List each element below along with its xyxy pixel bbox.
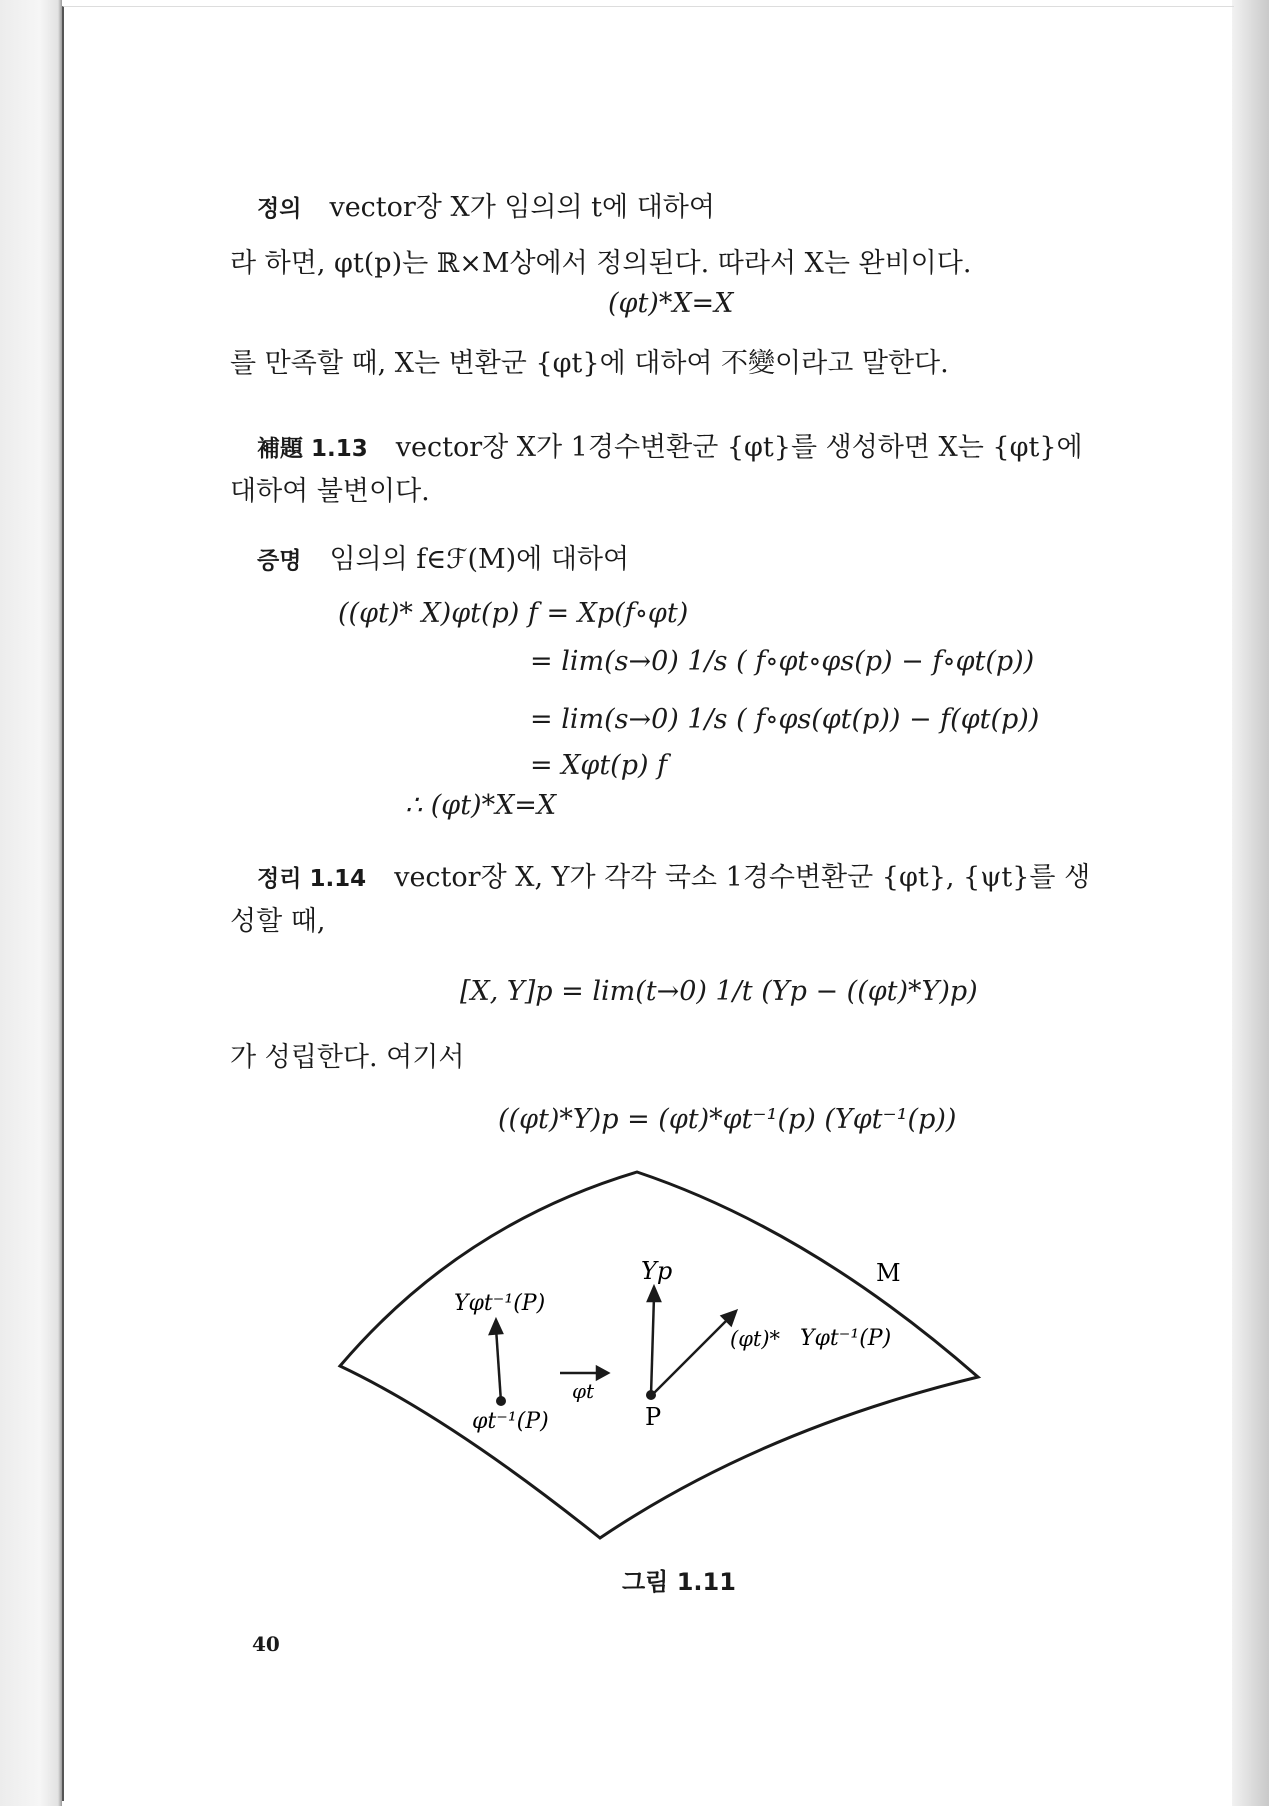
- manifold-surface: [340, 1172, 978, 1538]
- label-left-point: φt⁻¹(P): [472, 1409, 549, 1434]
- left-vector-arrow: [490, 1320, 502, 1402]
- lemma-label: 補題 1.13: [257, 436, 368, 462]
- proof-equation-4: = Xφt(p) f: [530, 750, 668, 781]
- figure-caption: 그림 1.11: [622, 1568, 736, 1596]
- map-arrow: [560, 1367, 608, 1379]
- label-push-vector: Yφt⁻¹(P): [800, 1326, 892, 1351]
- proof-equation-1: ((φt)* X)φt(p) f = Xp(f∘φt): [338, 598, 689, 629]
- lemma-line-2: 대하여 불변이다.: [230, 476, 430, 507]
- theorem-equation: [X, Y]p = lim(t→0) 1/t (Yp − ((φt)*Y)p): [460, 976, 978, 1007]
- lemma-text-1: vector장 X가 1경수변환군 {φt}를 생성하면 X는 {φt}에: [395, 432, 1083, 463]
- definition-equation: (φt)*X=X: [608, 288, 734, 319]
- definition-line-2: 라 하면, φt(p)는 ℝ×M상에서 정의된다. 따라서 X는 완비이다.: [230, 248, 972, 279]
- page-number: 40: [252, 1632, 280, 1656]
- proof-label: 증명: [257, 548, 302, 574]
- definition-label: 정의: [257, 196, 302, 222]
- label-push-prefix: (φt)*: [730, 1327, 781, 1351]
- theorem-line-3: 가 성립한다. 여기서: [230, 1042, 465, 1073]
- yp-vector-arrow: [648, 1287, 660, 1395]
- proof-conclusion: ∴ (φt)*X=X: [405, 790, 557, 821]
- proof-equation-3: = lim(s→0) 1/s ( f∘φs(φt(p)) − f(φt(p)): [530, 704, 1040, 735]
- point-p-dot: [646, 1390, 656, 1400]
- label-map: φt: [572, 1379, 595, 1403]
- definition-line-3: 를 만족할 때, X는 변환군 {φt}에 대하여 不變이라고 말한다.: [230, 348, 949, 379]
- definition-text-1: vector장 X가 임의의 t에 대하여: [329, 192, 715, 223]
- pushforward-vector-arrow: [652, 1311, 736, 1395]
- label-P: P: [645, 1403, 662, 1431]
- proof-equation-2: = lim(s→0) 1/s ( f∘φt∘φs(p) − f∘φt(p)): [530, 646, 1035, 677]
- label-M: M: [876, 1259, 901, 1287]
- theorem-label: 정리 1.14: [257, 866, 367, 892]
- proof-intro: 임의의 f∈ℱ(M)에 대하여: [329, 544, 630, 575]
- label-Yp: Yp: [641, 1257, 673, 1285]
- label-left-vector: Yφt⁻¹(P): [454, 1291, 546, 1316]
- theorem-line-2: 성할 때,: [230, 906, 326, 937]
- theorem-text-1: vector장 X, Y가 각각 국소 1경수변환군 {φt}, {ψt}를 생: [394, 862, 1091, 893]
- theorem-equation-2: ((φt)*Y)p = (φt)*φt⁻¹(p) (Yφt⁻¹(p)): [498, 1104, 957, 1135]
- left-point-dot: [496, 1396, 506, 1406]
